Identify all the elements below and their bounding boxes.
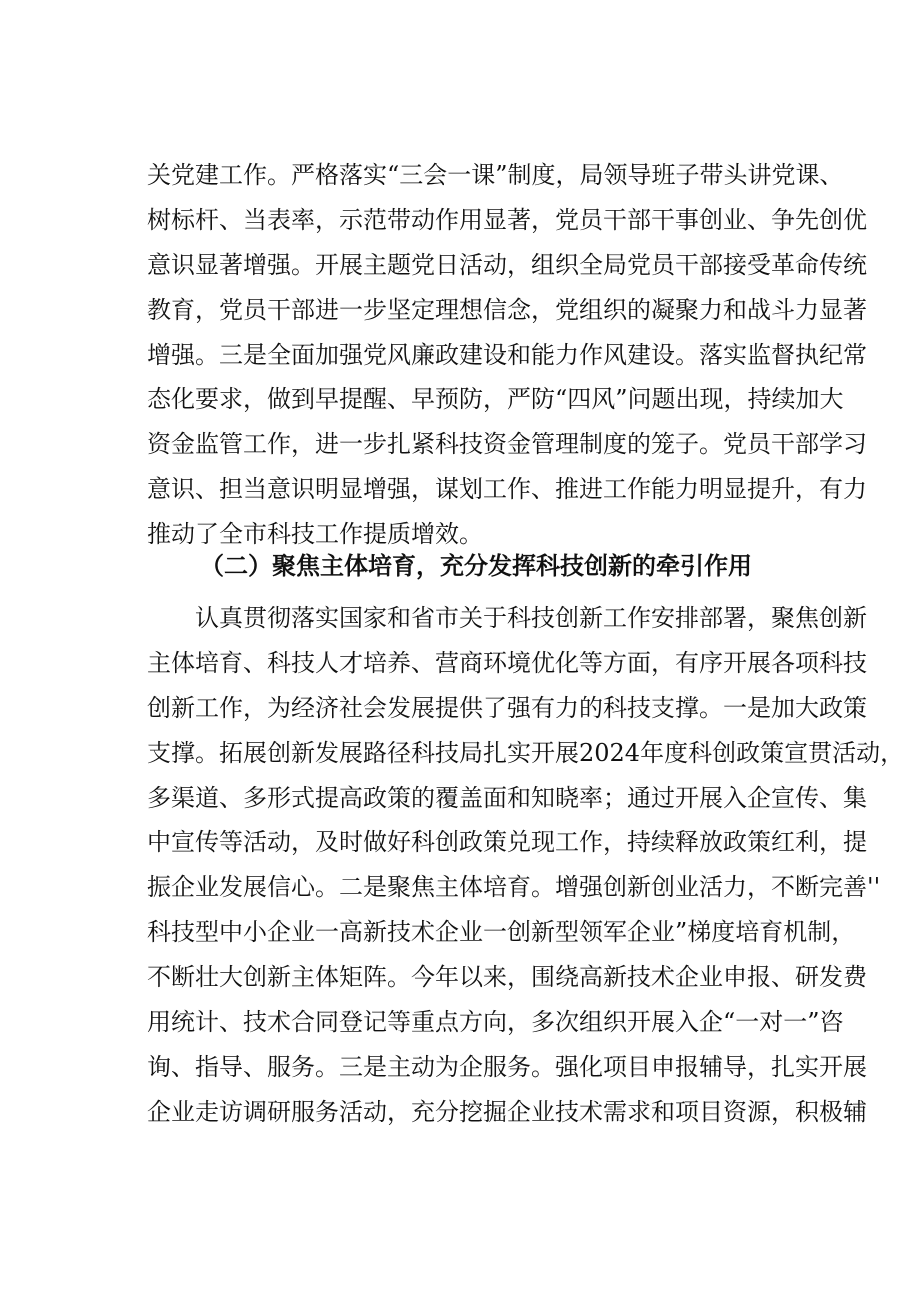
- paragraph-innovation: [147, 596, 905, 1135]
- text-line: 创新工作，为经济社会发展提供了强有力的科技支撑。一是加大政策: [147, 693, 867, 722]
- text-line: 推动了全市科技工作提质增效。: [147, 520, 483, 549]
- text-line: 认真贯彻落实国家和省市关于科技创新工作安排部署，聚焦创新: [195, 604, 867, 632]
- text-line: 科技型中小企业一高新技术企业一创新型领军企业”梯度培育机制，: [147, 918, 856, 947]
- text-line: 主体培育、科技人才培养、营商环境优化等方面，有序开展各项科技: [147, 648, 867, 677]
- text-line: 资金监管工作，进一步扎紧科技资金管理制度的笼子。党员干部学习: [147, 430, 867, 459]
- text-line: 企业走访调研服务活动，充分挖掘企业技术需求和项目资源，积极辅: [147, 1097, 867, 1126]
- paragraph-party-building: [147, 153, 867, 557]
- section-heading: （二）聚焦主体培育，充分发挥科技创新的牵引作用: [200, 552, 752, 580]
- text-line: 询、指导、服务。三是主动为企服务。强化项目申报辅导，扎实开展: [147, 1052, 867, 1081]
- text-line: 多渠道、多形式提高政策的覆盖面和知晓率；通过开展入企宣传、集: [147, 783, 867, 812]
- text-line: 振企业发展信心。二是聚焦主体培育。增强创新创业活力，不断完善'': [147, 873, 881, 902]
- text-line: 态化要求，做到早提醒、早预防，严防“四风”问题出现，持续加大: [147, 385, 844, 414]
- text-line: 关党建工作。严格落实“三会一课”制度，局领导班子带头讲党课、: [147, 161, 844, 189]
- text-line: 增强。三是全面加强党风廉政建设和能力作风建设。落实监督执纪常: [147, 340, 867, 369]
- text-line: 不断壮大创新主体矩阵。今年以来，围绕高新技术企业申报、研发费: [147, 963, 867, 992]
- text-line: 教育，党员干部进一步坚定理想信念，党组织的凝聚力和战斗力显著: [147, 295, 867, 324]
- text-line: 意识、担当意识明显增强，谋划工作、推进工作能力明显提升，有力: [147, 475, 867, 504]
- text-line: 意识显著增强。开展主题党日活动，组织全局党员干部接受革命传统: [147, 250, 867, 279]
- text-line: 中宣传等活动，及时做好科创政策兑现工作，持续释放政策红利，提: [147, 828, 867, 857]
- text-line: 用统计、技术合同登记等重点方向，多次组织开展入企“一对一”咨: [147, 1008, 844, 1037]
- text-line: 树标杆、当表率，示范带动作用显著，党员干部干事创业、争先创优: [147, 205, 867, 234]
- text-line: 支撑。拓展创新发展路径科技局扎实开展2024年度科创政策宣贯活动，: [147, 738, 905, 767]
